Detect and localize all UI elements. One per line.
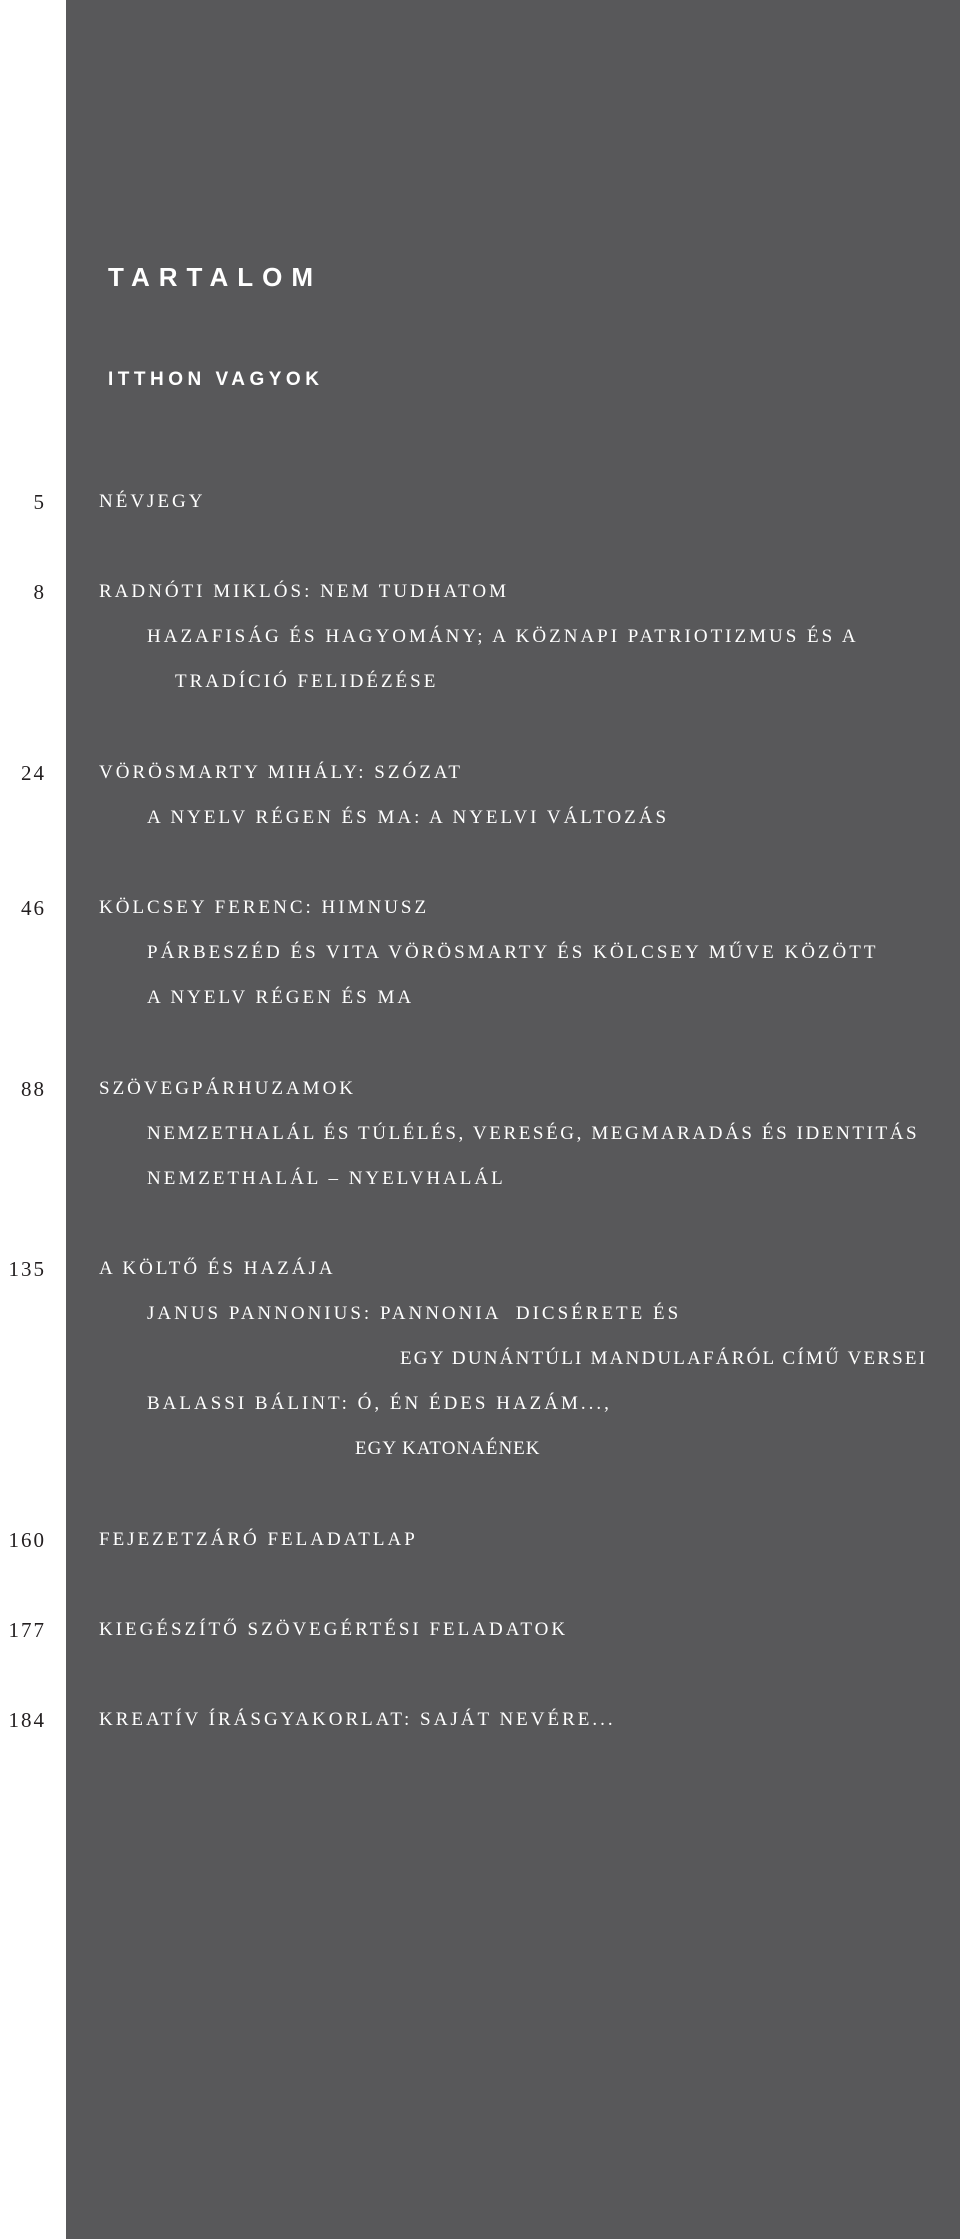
toc-panel: [66, 0, 960, 2239]
page-number: 177: [8, 1618, 46, 1642]
entry-subtitle: HAZAFISÁG ÉS HAGYOMÁNY; A KÖZNAPI PATRIOTIZMUS ÉS A: [147, 626, 859, 647]
page-number: 88: [21, 1077, 46, 1101]
entry-title: VÖRÖSMARTY MIHÁLY: SZÓZAT: [99, 762, 464, 783]
entry-subtitle: NEMZETHALÁL ÉS TÚLÉLÉS, VERESÉG, MEGMARADÁS ÉS IDENTITÁS: [147, 1123, 920, 1144]
entry-subtitle: A NYELV RÉGEN ÉS MA: A NYELVI VÁLTOZÁS: [147, 807, 670, 828]
entry-title: NÉVJEGY: [99, 491, 206, 512]
page-number: 8: [33, 580, 46, 604]
entry-title: A KÖLTŐ ÉS HAZÁJA: [99, 1258, 336, 1279]
entry-subtitle: JANUS PANNONIUS: PANNONIA DICSÉRETE ÉS: [147, 1303, 682, 1324]
entry-subtitle: BALASSI BÁLINT: Ó, ÉN ÉDES HAZÁM...,: [147, 1393, 612, 1414]
page-number: 46: [21, 896, 46, 920]
entry-subtitle: PÁRBESZÉD ÉS VITA VÖRÖSMARTY ÉS KÖLCSEY MŰVE KÖZÖTT: [147, 942, 879, 963]
page-number: 135: [8, 1257, 46, 1281]
entry-title: KREATÍV ÍRÁSGYAKORLAT: SAJÁT NEVÉRE...: [99, 1709, 616, 1730]
page-number: 160: [8, 1528, 46, 1552]
entry-subtitle: EGY KATONAÉNEK: [355, 1438, 541, 1459]
toc-heading: TARTALOM: [108, 262, 322, 292]
entry-title: FEJEZETZÁRÓ FELADATLAP: [99, 1529, 418, 1550]
entry-title: KIEGÉSZÍTŐ SZÖVEGÉRTÉSI FELADATOK: [99, 1619, 569, 1640]
page-number: 24: [21, 761, 46, 785]
entry-subtitle: A NYELV RÉGEN ÉS MA: [147, 987, 415, 1008]
entry-subtitle: NEMZETHALÁL – NYELVHALÁL: [147, 1168, 506, 1189]
section-heading: ITTHON VAGYOK: [108, 369, 324, 390]
page-number: 5: [33, 490, 46, 514]
page-number: 184: [8, 1708, 46, 1732]
entry-title: RADNÓTI MIKLÓS: NEM TUDHATOM: [99, 581, 509, 602]
entry-subtitle: EGY DUNÁNTÚLI MANDULAFÁRÓL CÍMŰ VERSEI: [400, 1348, 928, 1369]
entry-title: KÖLCSEY FERENC: HIMNUSZ: [99, 897, 430, 918]
entry-title: SZÖVEGPÁRHUZAMOK: [99, 1078, 357, 1099]
entry-subtitle: TRADÍCIÓ FELIDÉZÉSE: [175, 671, 439, 692]
